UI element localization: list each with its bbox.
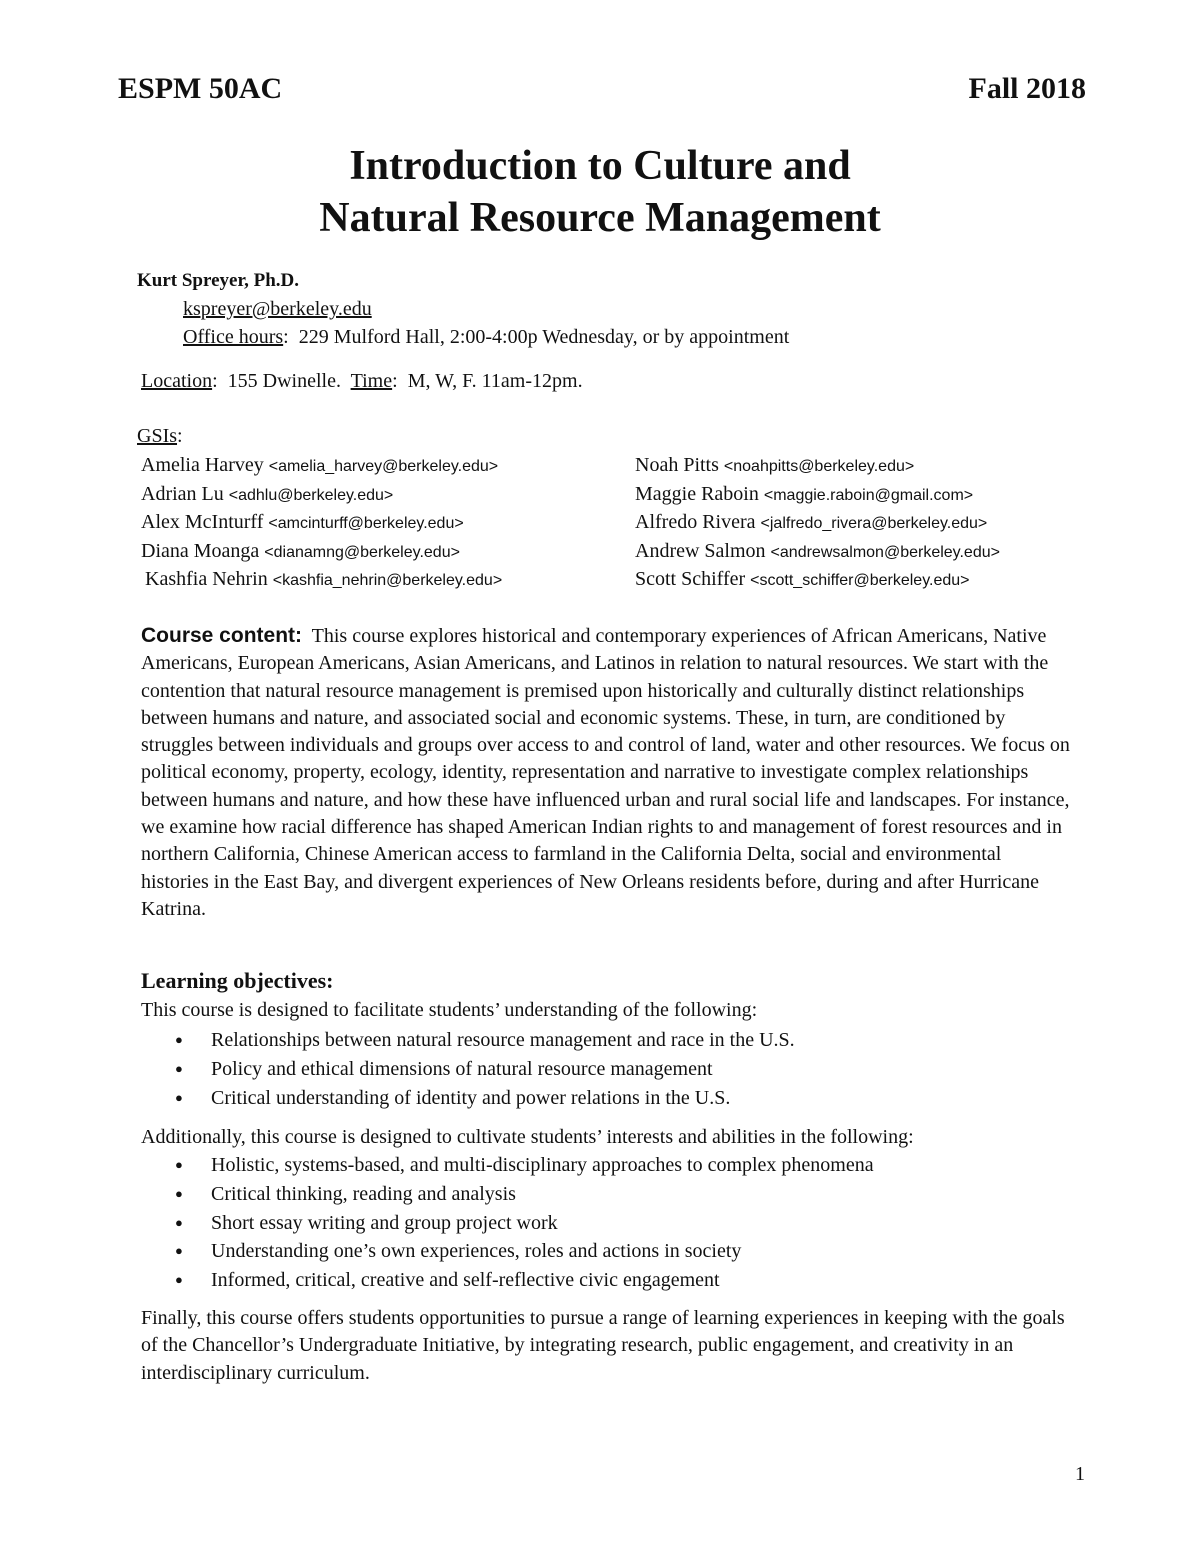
- gsi-entry: [141, 566, 502, 595]
- list-item: ● Critical thinking, reading and analysis: [141, 1180, 874, 1209]
- office-hours-value: 229 Mulford Hall, 2:00-4:00p Wednesday, or by appointment: [298, 326, 790, 348]
- time-label: Time: [350, 370, 393, 392]
- additional-intro: Additionally, this course is designed to cultivate students’ interests and abilities in the following:: [141, 1126, 914, 1148]
- instructor-email-link[interactable]: kspreyer@berkeley.edu: [183, 298, 372, 320]
- gsi-email[interactable]: <amcinturff@berkeley.edu>: [268, 515, 464, 532]
- instructor-email-line: [183, 298, 372, 321]
- gsi-email[interactable]: <adhlu@berkeley.edu>: [228, 486, 394, 504]
- list-item: ● Understanding one’s own experiences, roles and actions in society: [141, 1237, 874, 1266]
- gsi-entry: [635, 452, 1000, 481]
- gsi-entry: [635, 509, 1000, 538]
- gsi-name: Amelia Harvey: [141, 454, 264, 476]
- list-item: ● Holistic, systems-based, and multi-disciplinary approaches to complex phenomena: [141, 1151, 874, 1180]
- gsis-heading: GSIs:: [137, 425, 183, 447]
- gsi-email[interactable]: <kashfia_nehrin@berkeley.edu>: [272, 572, 503, 589]
- title-line-2: Natural Resource Management: [319, 195, 881, 241]
- location-value: 155 Dwinelle.: [227, 370, 341, 392]
- list-item: ● Policy and ethical dimensions of natural resource management: [141, 1055, 795, 1084]
- list-item: ● Informed, critical, creative and self-reflective civic engagement: [141, 1266, 874, 1295]
- page-number: 1: [1075, 1463, 1085, 1485]
- gsi-name: Adrian Lu: [141, 482, 224, 505]
- list-item: ● Relationships between natural resource management and race in the U.S.: [141, 1026, 795, 1055]
- gsi-entry: [141, 452, 502, 481]
- location-time-line: Location: 155 Dwinelle. Time: M, W, F. 11am-12pm.: [141, 370, 583, 392]
- gsi-entry: [141, 509, 502, 538]
- gsi-name: Alex McInturff: [141, 511, 264, 533]
- gsi-list-left: [141, 452, 502, 595]
- gsi-name: Kashfia Nehrin: [145, 568, 268, 590]
- gsi-name: Alfredo Rivera: [635, 511, 756, 533]
- gsi-email[interactable]: <andrewsalmon@berkeley.edu>: [770, 543, 1000, 561]
- gsi-email[interactable]: <amelia_harvey@berkeley.edu>: [268, 458, 499, 475]
- list-item: ● Short essay writing and group project work: [141, 1209, 874, 1238]
- course-code: ESPM 50AC: [118, 72, 283, 105]
- course-content-heading: Course content:: [141, 624, 303, 647]
- learning-objectives-list: [141, 1026, 795, 1112]
- gsi-name: Maggie Raboin: [635, 482, 759, 505]
- gsi-email[interactable]: <dianamng@berkeley.edu>: [264, 543, 460, 561]
- time-value: M, W, F. 11am-12pm.: [407, 370, 583, 392]
- gsi-entry: [635, 538, 1000, 567]
- gsi-name: Noah Pitts: [635, 454, 719, 476]
- gsi-email[interactable]: <jalfredo_rivera@berkeley.edu>: [760, 515, 988, 532]
- gsi-name: Andrew Salmon: [635, 539, 766, 562]
- learning-objectives-heading: Learning objectives:: [141, 968, 334, 993]
- additional-list: [141, 1151, 874, 1295]
- gsi-entry: [141, 538, 502, 567]
- gsi-entry: [635, 481, 1000, 510]
- term: Fall 2018: [968, 72, 1086, 105]
- gsi-entry: [141, 481, 502, 510]
- page-title: [0, 140, 1200, 244]
- office-hours-label: Office hours: [183, 326, 284, 348]
- instructor-name: Kurt Spreyer, Ph.D.: [137, 270, 300, 291]
- list-item: ● Critical understanding of identity and power relations in the U.S.: [141, 1084, 795, 1113]
- gsi-name: Diana Moanga: [141, 539, 260, 562]
- office-hours-line: Office hours: 229 Mulford Hall, 2:00-4:00p Wednesday, or by appointment: [183, 326, 790, 348]
- gsi-email[interactable]: <maggie.raboin@gmail.com>: [763, 486, 974, 504]
- gsi-email[interactable]: <scott_schiffer@berkeley.edu>: [750, 572, 970, 589]
- learning-objectives-intro: This course is designed to facilitate students’ understanding of the following:: [141, 999, 758, 1021]
- gsi-name: Scott Schiffer: [635, 568, 746, 590]
- gsis-label: GSIs: [137, 425, 178, 447]
- closing-paragraph: Finally, this course offers students opportunities to pursue a range of learning experiences in keeping with the goals of the Chancellor’s Undergraduate Initiative, by integrating research, public engagement, and creativity in an interdisciplinary curriculum.: [141, 1307, 1065, 1384]
- title-line-1: Introduction to Culture and: [349, 143, 851, 189]
- location-label: Location: [141, 370, 213, 392]
- course-content-text: This course explores historical and contemporary experiences of African Americans, Native Americans, European Americans, Asian Americans, and Latinos in relation to natural resources. We start with the contention that natural resource management is premised upon historically and culturally distinct relationships between humans and nature, and associated social and economic systems. These, in turn, are conditioned by struggles between individuals and groups over access to and control of land, water and other resources. We focus on political economy, property, ecology, identity, representation and narrative to investigate complex relationships between humans and nature, and how these have influenced urban and rural social life and landscapes. For instance, we examine how racial difference has shaped American Indian rights to and management of forest resources and in northern California, Chinese American access to farmland in the California Delta, social and environmental histories in the East Bay, and divergent experiences of New Orleans residents before, during and after Hurricane Katrina.: [141, 625, 1070, 920]
- course-content-paragraph: [141, 622, 1071, 923]
- gsi-list-right: [635, 452, 1000, 595]
- gsi-entry: [635, 566, 1000, 595]
- gsi-email[interactable]: <noahpitts@berkeley.edu>: [723, 458, 915, 475]
